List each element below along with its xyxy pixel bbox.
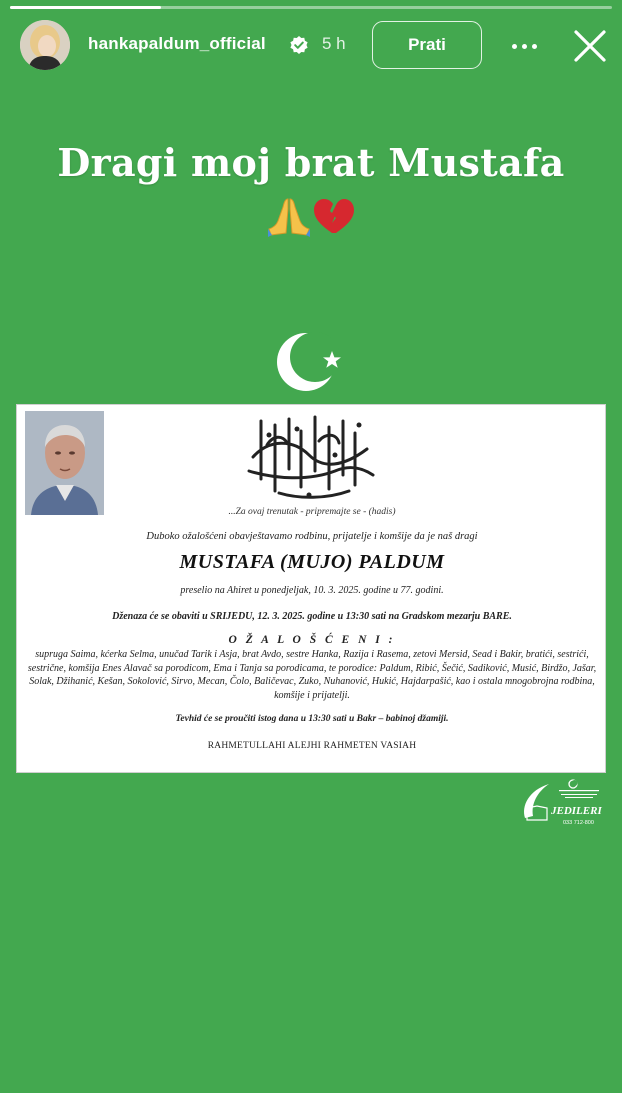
avatar-image: [20, 20, 70, 70]
deceased-name: MUSTAFA (MUJO) PALDUM: [179, 551, 445, 573]
mourners-list: supruga Saima, kćerka Selma, unučad Tarik i Asja, brat Avdo, sestre Hanka, Razija i Rasema, zetovi Mersid, Sead i Bakir, bratići, sestrići, sestrične, komšija Enes Alavač sa porodicom, Ema i Tanja sa porodicama, te porodice: Paldum, Ribić, Šečić, Sadiković, Musić, Birdžo, Jašar, Solak, Džihanić, Kešan, Sokolović, Sirvo, Mecan, Čolo, Baličevac, Zuko, Nuhanović, Hukić, Hajdarpašić, kao i ostala mnogobrojna rodbina, komšije i prijatelji.: [27, 649, 597, 701]
story-caption: Dragi moj brat Mustafa: [57, 140, 565, 185]
mourners-title: O Ž A L O Š Ć E N I :: [228, 634, 396, 646]
arabic-calligraphy-icon: [239, 409, 381, 503]
post-time: 5 h: [322, 34, 346, 53]
story-progress-bar: [10, 6, 612, 9]
crescent-star-icon: [276, 330, 348, 394]
obituary-intro: Duboko ožalošćeni obavještavamo rodbinu, prijatelje i komšije da je naš dragi: [146, 531, 478, 542]
death-notice: preselio na Ahiret u ponedjeljak, 10. 3. 2025. godine u 77. godini.: [180, 585, 444, 596]
logo-name: JEDILERI: [551, 805, 602, 817]
obituary-card: [16, 404, 606, 773]
username[interactable]: hankapaldum_official: [88, 34, 266, 53]
more-options-icon[interactable]: [512, 36, 542, 56]
tevhid-notice: Tevhid će se proučiti istog dana u 13:30 sati u Bakr – babinoj džamiji.: [175, 714, 449, 724]
emoji-row: [266, 195, 358, 237]
avatar[interactable]: [20, 20, 70, 70]
verified-badge-icon: [289, 35, 309, 55]
close-icon[interactable]: [572, 28, 608, 64]
follow-button[interactable]: Prati: [372, 21, 482, 69]
folded-hands-icon: [268, 199, 310, 237]
hadis-quote: ...Za ovaj trenutak - pripremajte se - (hadis): [228, 507, 396, 517]
funeral-home-logo: [515, 776, 607, 826]
funeral-notice: Dženaza će se obaviti u SRIJEDU, 12. 3. 2025. godine u 13:30 sati na Gradskom mezarju BARE.: [112, 611, 512, 622]
broken-heart-icon: [314, 199, 354, 233]
logo-phone: 033 712-800: [563, 820, 594, 826]
deceased-photo: [25, 411, 104, 515]
closing-prayer: RAHMETULLAHI ALEJHI RAHMETEN VASIAH: [207, 741, 417, 751]
story-progress-fill: [10, 6, 161, 9]
